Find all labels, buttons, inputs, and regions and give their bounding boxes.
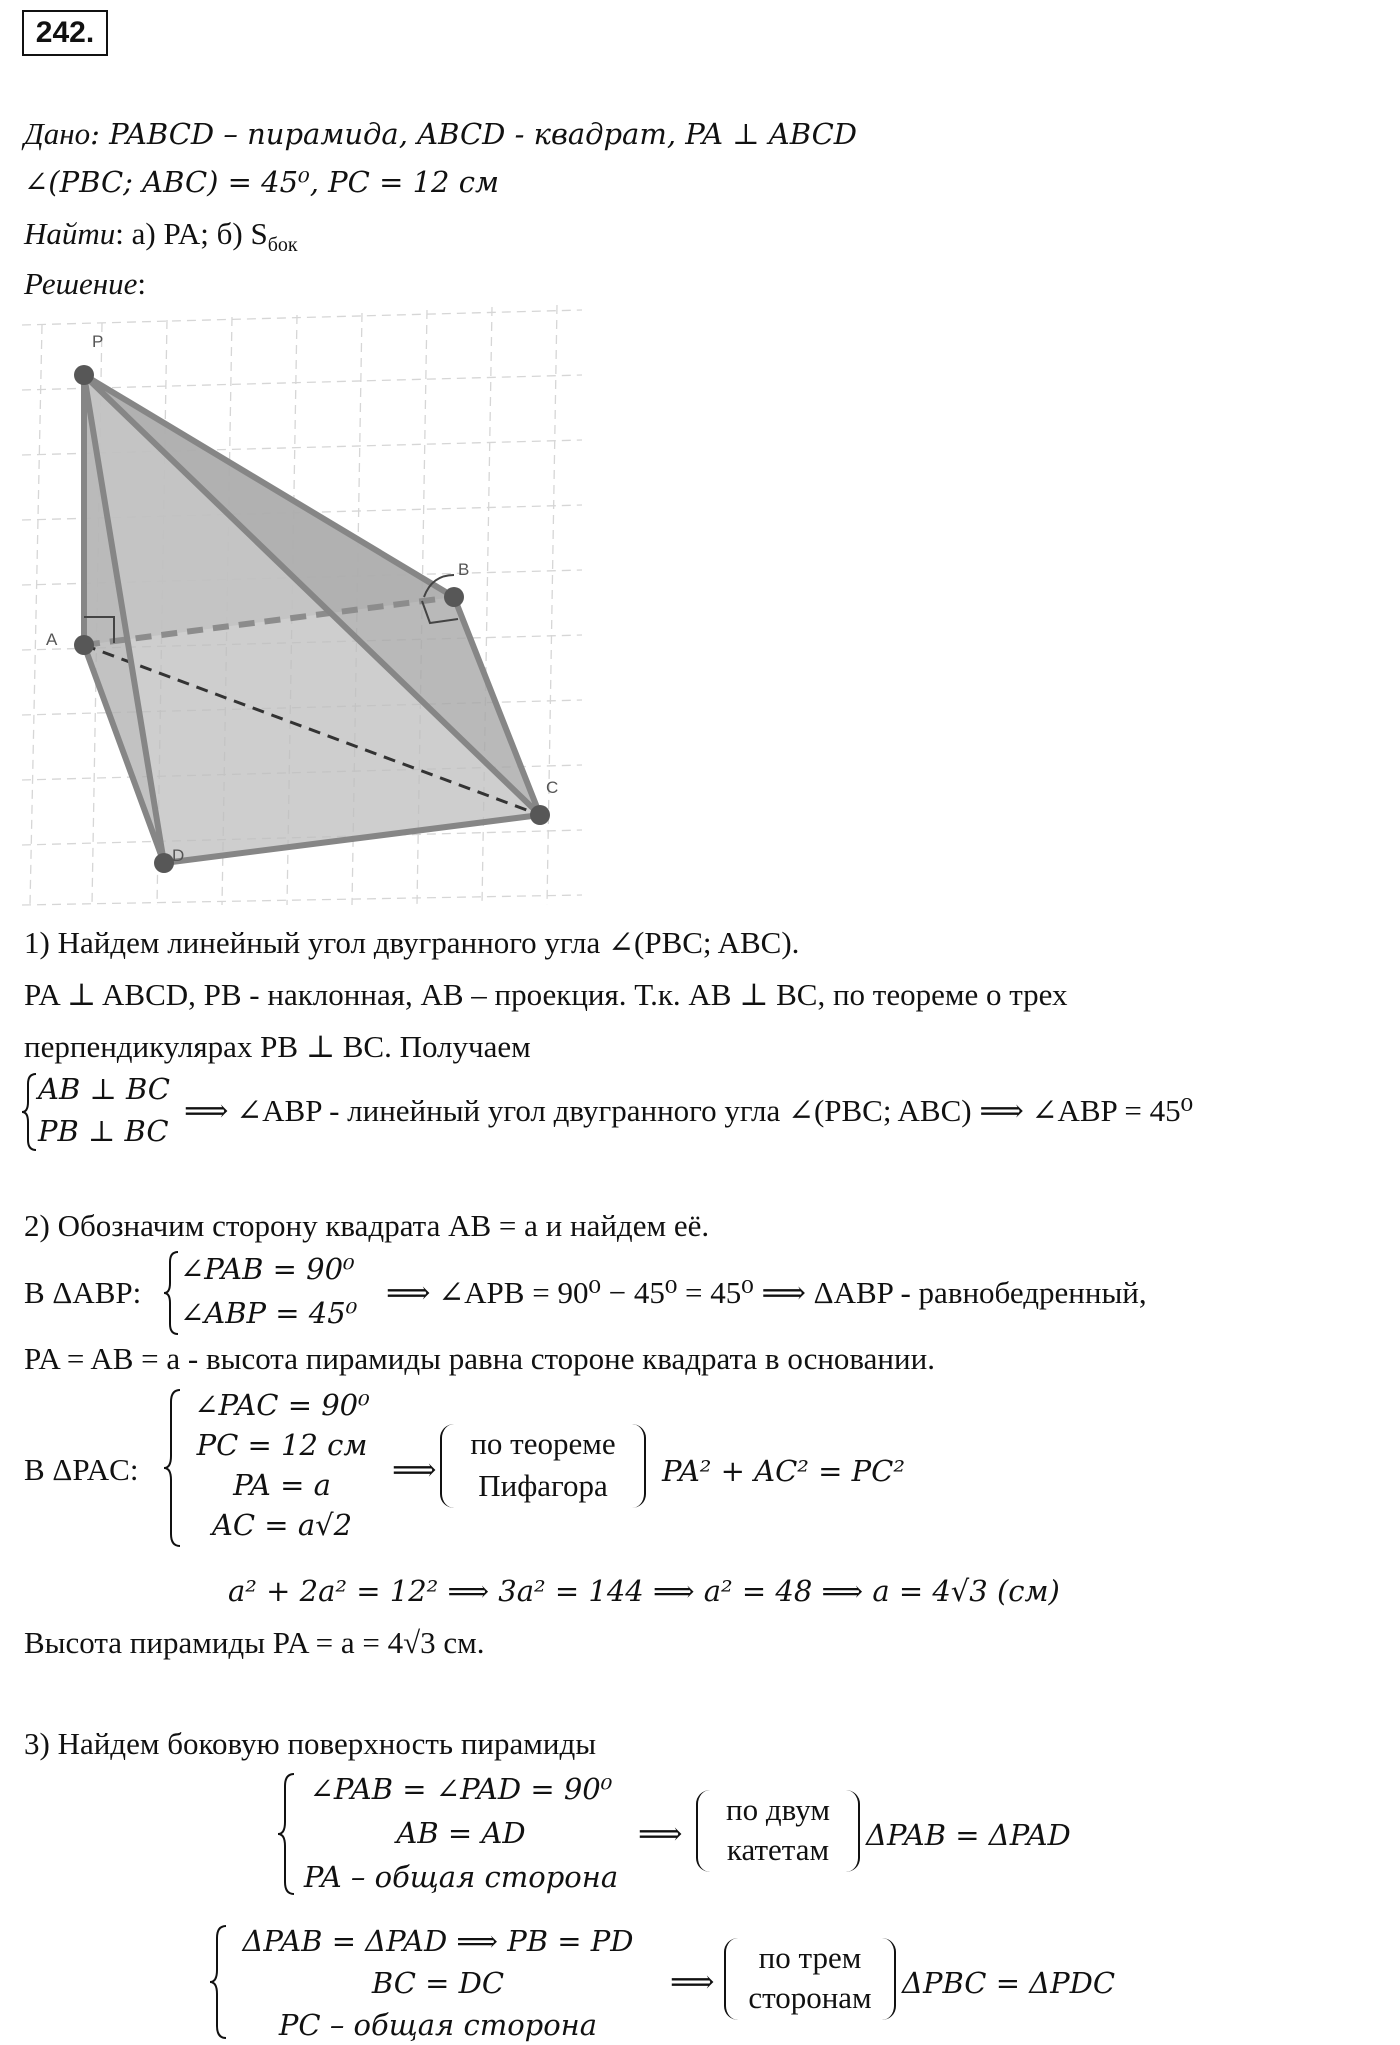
step1-line-3: перпендикулярах PB ⊥ BC. Получаем	[24, 1029, 531, 1064]
find-text: : а) PA; б) S	[115, 216, 268, 251]
step2-tri1-conclusion: ⟹ ∠APB = 90⁰ − 45⁰ = 45⁰ ⟹ ΔABP - равнобедренный,	[386, 1275, 1147, 1310]
step3-title: 3) Найдем боковую поверхность пирамиды	[24, 1726, 597, 1761]
vertex-b	[444, 587, 464, 607]
step1-brace	[22, 1072, 38, 1152]
step1-system	[22, 1072, 182, 1152]
step2-equation: a² + 2a² = 12² ⟹ 3a² = 144 ⟹ a² = 48 ⟹ a = 4√3 (см)	[228, 1574, 1060, 1608]
step2-tri2-item-1: ∠PAC = 90⁰	[194, 1388, 370, 1422]
given-text: : PABCD – пирамида, ABCD - квадрат, PA ⊥ ABCD	[90, 117, 858, 151]
step3-sys1-item-1: ∠PAB = ∠PAD = 90⁰	[309, 1772, 613, 1806]
solution-label: Решение	[24, 266, 138, 301]
step1-line-2: PA ⊥ ABCD, PB - наклонная, AB – проекция. Т.к. AB ⊥ BC, по теореме о трех	[24, 977, 1068, 1012]
step3-sys2-paren-bottom: сторонам	[748, 1980, 872, 2015]
step2-tri2-system	[164, 1388, 394, 1548]
step3-sys2-arrow: ⟹	[670, 1964, 715, 1999]
step2-paren-bottom: Пифагора	[478, 1468, 608, 1503]
step3-sys2-item-3: PC – общая сторона	[278, 2008, 598, 2042]
step3-sys2-item-2: BC = DC	[371, 1966, 505, 2000]
step2-tri1-brace	[164, 1250, 180, 1336]
step2-tri2-item-2: PC = 12 см	[196, 1428, 368, 1462]
step1-sys-bottom: PB ⊥ BC	[38, 1114, 169, 1148]
step3-sys2-paren-top: по трем	[758, 1940, 862, 1975]
vertex-p	[74, 365, 94, 385]
find-line	[24, 218, 298, 255]
step3-system-1	[278, 1772, 638, 1896]
label-b: B	[458, 560, 470, 579]
step3-system-2	[210, 1924, 670, 2040]
vertex-a	[74, 635, 94, 655]
step3-sys2-item-1: ΔPAB = ΔPAD ⟹ PB = PD	[242, 1924, 634, 1958]
step3-sys1-paren-top: по двум	[726, 1792, 830, 1827]
step2-tri2-label: В ΔPAC:	[24, 1452, 139, 1487]
given-line-2: ∠(PBC; ABC) = 45⁰, PC = 12 см	[24, 165, 499, 199]
vertex-d	[154, 853, 174, 873]
solution-colon: :	[137, 266, 146, 301]
step3-sys2-brace	[210, 1924, 228, 2040]
step3-sys2-result: ΔPBC = ΔPDC	[902, 1966, 1116, 2000]
step2-tri2-brace	[164, 1388, 182, 1548]
step1-title: 1) Найдем линейный угол двугранного угла ∠(PBC; ABC).	[24, 925, 800, 960]
step2-paren-top: по теореме	[470, 1426, 616, 1461]
label-d: D	[172, 846, 185, 865]
step2-tri1-label: В ΔABP:	[24, 1275, 142, 1310]
step2-title: 2) Обозначим сторону квадрата AB = a и найдем её.	[24, 1208, 710, 1243]
step2-tri2-item-4: AC = a√2	[211, 1508, 353, 1542]
pyramid-figure	[22, 305, 582, 915]
step2-tri2-result: PA² + AC² = PC²	[662, 1454, 905, 1488]
find-subscript: бок	[267, 234, 298, 257]
step3-sys1-paren-bottom: катетам	[726, 1832, 830, 1867]
step3-sys1-brace	[278, 1772, 296, 1896]
solution-line	[24, 268, 146, 299]
step3-sys1-item-3: PA – общая сторона	[303, 1860, 619, 1894]
step1-conclusion: ⟹ ∠ABP - линейный угол двугранного угла ∠(PBC; ABC) ⟹ ∠ABP = 45⁰	[184, 1093, 1194, 1128]
step2-tri1-top: ∠PAB = 90⁰	[180, 1252, 355, 1286]
vertex-c	[530, 805, 550, 825]
step2-tri1-system	[164, 1250, 384, 1336]
step2-height: Высота пирамиды PA = a = 4√3 см.	[24, 1625, 485, 1660]
step1-sys-top: AB ⊥ BC	[38, 1072, 171, 1106]
step3-sys1-result: ΔPAB = ΔPAD	[866, 1818, 1071, 1852]
step2-pythagoras-paren	[440, 1424, 646, 1508]
find-label: Найти	[24, 216, 116, 251]
step3-sys2-paren	[724, 1938, 896, 2020]
step2-tri2-arrow: ⟹	[392, 1452, 437, 1487]
step2-tri1-bottom: ∠ABP = 45⁰	[180, 1296, 358, 1330]
label-c: C	[546, 778, 559, 797]
problem-number: 242.	[22, 10, 108, 56]
label-p: P	[92, 332, 104, 351]
step2-tri2-item-3: PA = a	[233, 1468, 331, 1502]
given-line-1	[24, 118, 857, 149]
label-a: A	[46, 630, 58, 649]
step3-sys1-item-2: AB = AD	[396, 1816, 526, 1850]
step3-sys1-paren	[696, 1790, 860, 1872]
step3-sys1-arrow: ⟹	[638, 1816, 683, 1851]
given-label: Дано	[24, 116, 91, 151]
step2-pa-line: PA = AB = a - высота пирамиды равна стороне квадрата в основании.	[24, 1341, 935, 1376]
